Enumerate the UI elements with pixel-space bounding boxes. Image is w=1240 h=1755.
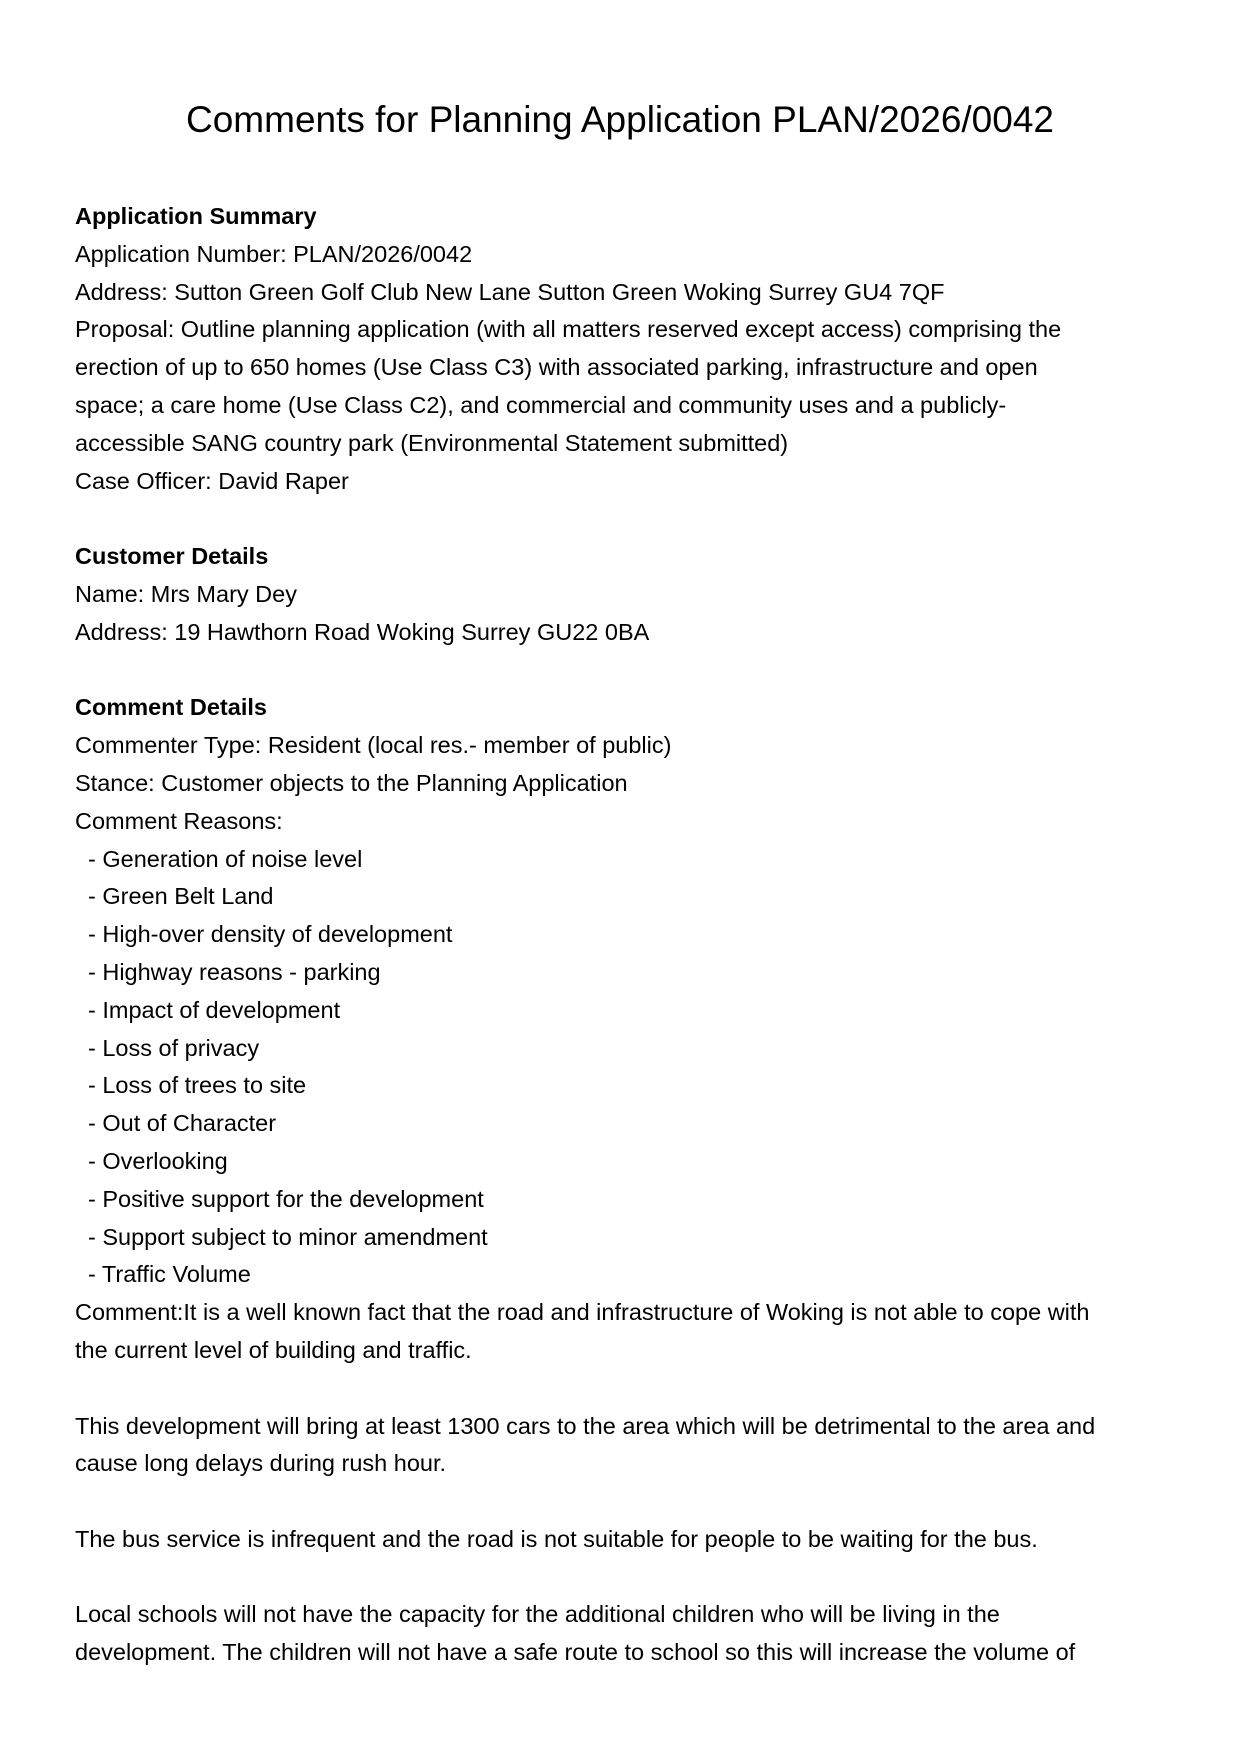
proposal-line: Proposal: Outline planning application (with all matters reserved except access) comprising the	[75, 316, 1062, 343]
case-officer: Case Officer: David Raper	[75, 467, 349, 494]
list-item: - Out of Character	[88, 1110, 277, 1137]
proposal-line: erection of up to 650 homes (Use Class C3) with associated parking, infrastructure and open	[75, 354, 1038, 381]
comment-text-line: the current level of building and traffic.	[75, 1336, 472, 1363]
list-item: - Traffic Volume	[88, 1261, 251, 1288]
list-item: - Highway reasons - parking	[88, 958, 381, 985]
page-title: Comments for Planning Application PLAN/2026/0042	[186, 99, 1054, 140]
comment-paragraph-line: The bus service is infrequent and the road is not suitable for people to be waiting for the bus.	[75, 1525, 1038, 1552]
proposal-line: space; a care home (Use Class C2), and commercial and community uses and a publicly-	[75, 391, 1007, 418]
comment-paragraph-line: This development will bring at least 1300 cars to the area which will be detrimental to the area and	[75, 1412, 1096, 1439]
list-item: - Positive support for the development	[88, 1185, 484, 1212]
application-number: Application Number: PLAN/2026/0042	[75, 240, 473, 267]
application-address: Address: Sutton Green Golf Club New Lane Sutton Green Woking Surrey GU4 7QF	[75, 278, 945, 305]
comment-paragraph-line: Local schools will not have the capacity for the additional children who will be living in the	[75, 1601, 1000, 1628]
paragraph-spacer	[75, 1370, 1175, 1408]
list-item: - Impact of development	[88, 996, 341, 1023]
paragraph-spacer	[75, 1483, 1175, 1521]
customer-name: Name: Mrs Mary Dey	[75, 580, 297, 607]
comment-details-heading: Comment Details	[75, 694, 267, 721]
comment-paragraph-line: development. The children will not have a safe route to school so this will increase the volume of	[75, 1639, 1076, 1666]
comment-reasons-label: Comment Reasons:	[75, 807, 283, 834]
list-item: - Loss of trees to site	[88, 1072, 307, 1099]
document-body	[75, 198, 1175, 1672]
comment-text-line: Comment:It is a well known fact that the road and infrastructure of Woking is not able to cope with	[75, 1299, 1090, 1326]
comment-reasons-list	[75, 841, 1175, 1295]
proposal-line: accessible SANG country park (Environmental Statement submitted)	[75, 429, 789, 456]
list-item: - High-over density of development	[88, 921, 453, 948]
list-item: - Loss of privacy	[88, 1034, 260, 1061]
comment-paragraph-line: cause long delays during rush hour.	[75, 1450, 447, 1477]
customer-details-heading: Customer Details	[75, 543, 269, 570]
paragraph-spacer	[75, 1559, 1175, 1597]
list-item: - Support subject to minor amendment	[88, 1223, 488, 1250]
list-item: - Overlooking	[88, 1147, 228, 1174]
list-item: - Green Belt Land	[88, 883, 274, 910]
customer-address: Address: 19 Hawthorn Road Woking Surrey GU22 0BA	[75, 618, 650, 645]
commenter-type: Commenter Type: Resident (local res.- member of public)	[75, 732, 672, 759]
application-summary-heading: Application Summary	[75, 203, 317, 229]
section-spacer	[75, 652, 1175, 690]
list-item: - Generation of noise level	[88, 845, 363, 872]
stance: Stance: Customer objects to the Planning Application	[75, 769, 628, 796]
section-spacer	[75, 500, 1175, 538]
